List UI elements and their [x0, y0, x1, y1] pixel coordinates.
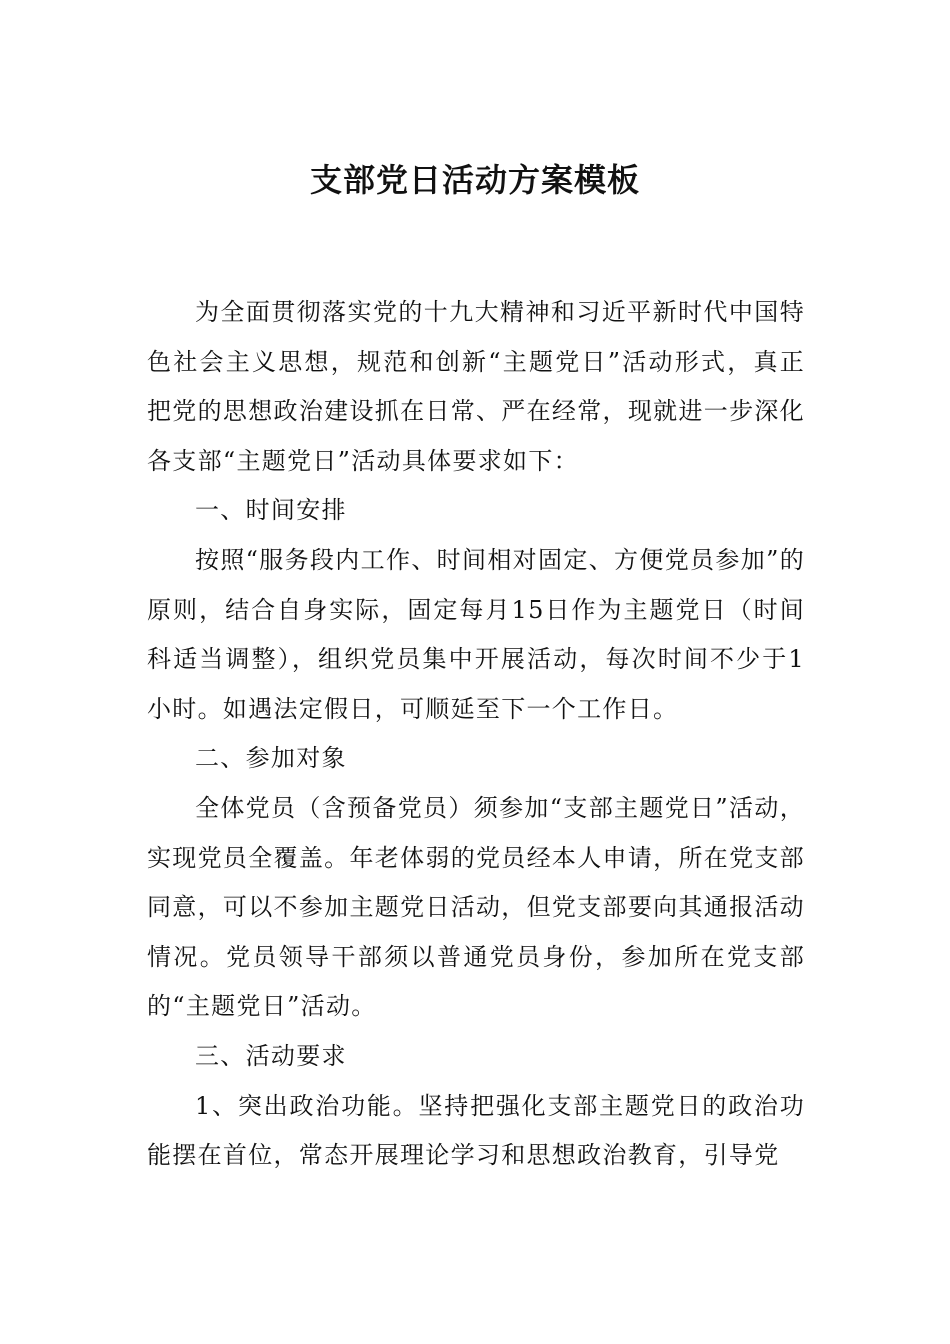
section-heading-requirements: 三、活动要求 [195, 1041, 347, 1070]
intro-paragraph: 为全面贯彻落实党的十九大精神和习近平新时代中国特色社会主义思想，规范和创新“主题党日”活动形式，真正把党的思想政治建设抓在日常、严在经常，现就进一步深化各支部“主题党日”活动具体要求如下： [147, 298, 805, 475]
section-paragraph-participants: 全体党员（含预备党员）须参加“支部主题党日”活动，实现党员全覆盖。年老体弱的党员经本人申请，所在党支部同意，可以不参加主题党日活动，但党支部要向其通报活动情况。党员领导干部须以普通党员身份，参加所在党支部的“主题党日”活动。 [147, 793, 805, 1021]
section-heading-schedule: 一、时间安排 [195, 496, 347, 525]
section-paragraph-requirements: 1、突出政治功能。坚持把强化支部主题党日的政治功能摆在首位，常态开展理论学习和思想政治教育，引导党 [147, 1091, 805, 1170]
section-heading-participants: 二、参加对象 [195, 744, 347, 773]
section-paragraph-schedule: 按照“服务段内工作、时间相对固定、方便党员参加”的原则，结合自身实际，固定每月15日作为主题党日（时间科适当调整），组织党员集中开展活动，每次时间不少于1小时。如遇法定假日，可顺延至下一个工作日。 [147, 545, 805, 723]
document-title: 支部党日活动方案模板 [309, 161, 640, 199]
document-body [147, 288, 805, 1181]
